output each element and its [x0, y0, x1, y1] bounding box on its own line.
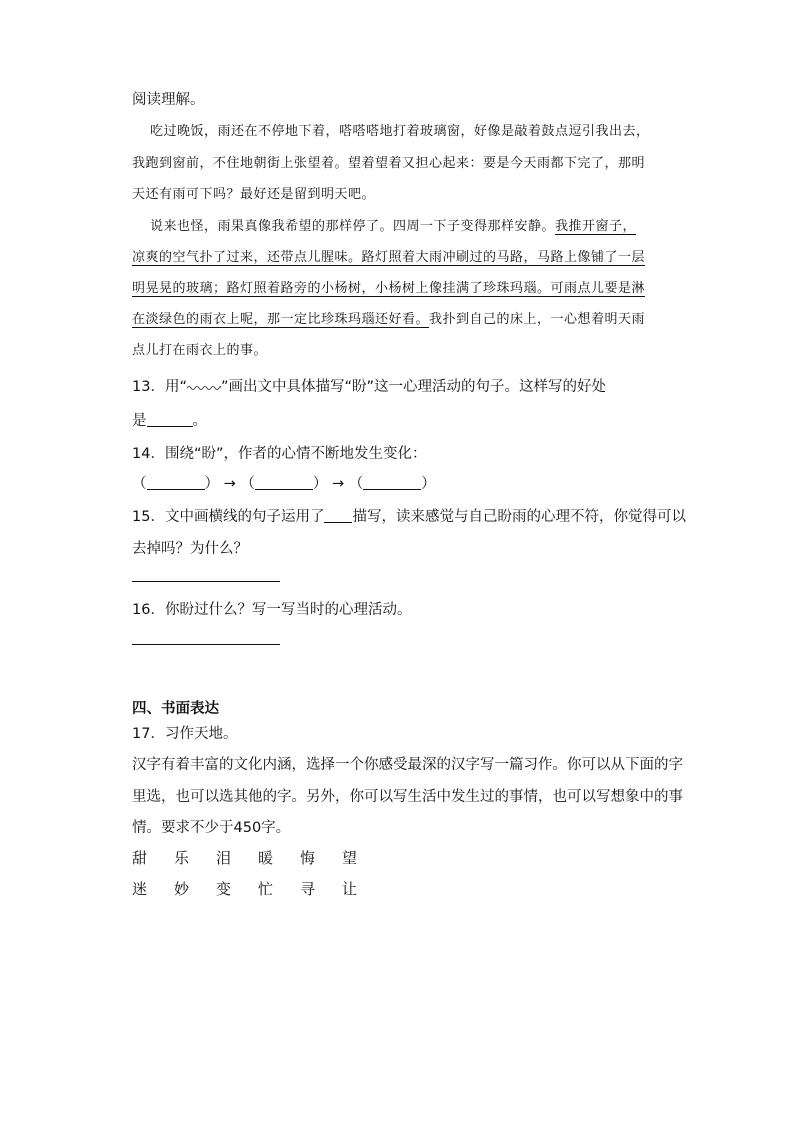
passage-text: 我扑到自己的床上，一心想着明天雨 — [429, 312, 646, 327]
underlined-sentence: 我推开窗子， — [555, 219, 637, 234]
question-13-cont — [132, 409, 207, 430]
wavy-underline-symbol — [187, 385, 221, 391]
answer-blank[interactable] — [324, 508, 352, 523]
paren-open: （ — [348, 476, 364, 492]
answer-blank[interactable] — [147, 412, 193, 427]
passage-line: 天还有雨可下吗？最好还是留到明天吧。 — [132, 187, 376, 202]
character-option: 妙 — [174, 880, 190, 898]
character-option: 迷 — [132, 880, 148, 898]
question-17-desc: 汉字有着丰富的文化内涵，选择一个你感受最深的汉字写一篇习作。你可以从下面的字 — [132, 757, 683, 773]
character-option: 泪 — [216, 849, 232, 867]
paren-close: ） — [421, 476, 436, 492]
character-option: 忙 — [258, 880, 274, 898]
passage-line — [150, 215, 636, 234]
character-option: 寻 — [300, 880, 316, 898]
question-17-desc: 情。要求不少于450字。 — [132, 820, 291, 836]
question-17-desc: 里选，也可以选其他的字。另外，你可以写生活中发生过的事情，也可以写想象中的事 — [132, 789, 683, 805]
question-14: 14．围绕“盼”，作者的心情不断地发生变化： — [132, 446, 427, 462]
passage-line: 我跑到窗前，不住地朝街上张望着。望着望着又担心起来：要是今天雨都下完了，那明 — [132, 156, 646, 171]
underlined-sentence: 明晃晃的玻璃；路灯照着路旁的小杨树，小杨树上像挂满了珍珠玛瑙。可雨点儿要是淋 — [132, 281, 646, 296]
answer-blank[interactable] — [255, 475, 313, 490]
question-14-blanks — [132, 472, 436, 493]
question-15-cont: 去掉吗？为什么？ — [132, 541, 248, 557]
character-option: 甜 — [132, 849, 148, 867]
question-16: 16．你盼过什么？写一写当时的心理活动。 — [132, 602, 412, 618]
paren-close: ） — [204, 476, 219, 492]
paren-open: （ — [240, 476, 255, 492]
character-option: 暖 — [258, 849, 274, 867]
character-option: 悔 — [300, 849, 316, 867]
passage-line — [132, 308, 645, 327]
passage-line: 吃过晚饭，雨还在不停地下着，嗒嗒嗒地打着玻璃窗，好像是敲着鼓点逗引我出去， — [150, 124, 650, 139]
question-15 — [132, 505, 686, 526]
character-option: 变 — [216, 880, 232, 898]
q15-text: 15．文中画横线的句子运用了 — [132, 509, 325, 525]
arrow-icon: → — [223, 476, 236, 492]
q13-text: 是 — [132, 413, 147, 429]
section-heading-reading: 阅读理解。 — [132, 92, 205, 108]
character-option: 望 — [342, 849, 358, 867]
underlined-sentence: 在淡绿色的雨衣上呢，那一定比珍珠玛瑙还好看。 — [132, 312, 430, 327]
question-13 — [132, 375, 606, 396]
arrow-icon: → — [331, 476, 345, 492]
character-option: 让 — [342, 880, 358, 898]
paren-open: （ — [132, 476, 147, 492]
underlined-sentence: 凉爽的空气扑了过来，还带点儿腥味。路灯照着大雨冲刷过的马路，马路上像铺了一层 — [132, 250, 646, 265]
answer-blank[interactable] — [147, 475, 205, 490]
answer-line[interactable] — [132, 581, 280, 582]
question-17-title: 17．习作天地。 — [132, 726, 238, 742]
passage-line: 点儿打在雨衣上的事。 — [132, 343, 268, 358]
paren-close: ） — [312, 476, 328, 492]
q15-text: 描写，读来感觉与自己盼雨的心理不符，你觉得可以 — [352, 509, 686, 525]
passage-text: 说来也怪，雨果真像我希望的那样停了。四周一下子变得那样安静。 — [150, 219, 556, 234]
q13-text: 13．用“ — [132, 379, 187, 395]
q13-text: 。 — [192, 413, 207, 429]
q13-text: ”画出文中具体描写“盼”这一心理活动的句子。这样写的好处 — [220, 379, 607, 395]
answer-blank[interactable] — [363, 475, 421, 490]
character-option: 乐 — [174, 849, 190, 867]
answer-line[interactable] — [132, 644, 280, 645]
section-heading-writing: 四、书面表达 — [132, 701, 219, 717]
